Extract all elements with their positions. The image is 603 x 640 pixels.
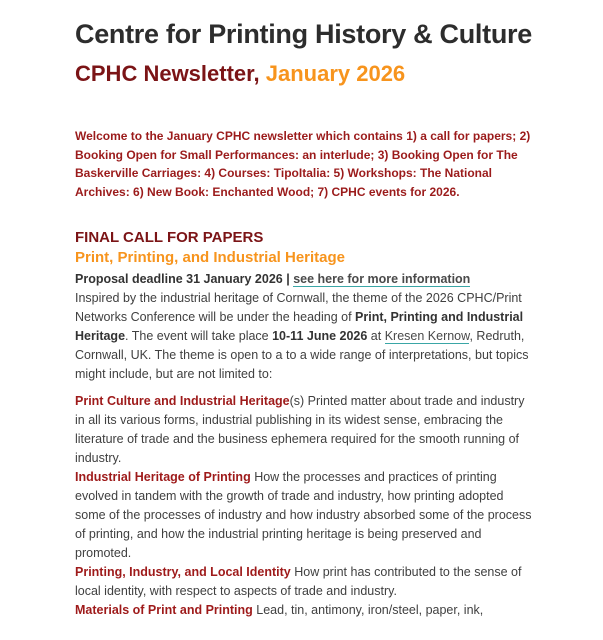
newsletter-title-prefix: CPHC Newsletter, (75, 61, 266, 86)
more-information-link[interactable]: see here for more information (293, 272, 471, 286)
cfp-body-run: Inspired by the industrial heritage of Cornwall, the theme of the 2026 CPHC/Print Networks Conference will be under the heading of (75, 291, 522, 324)
intro-paragraph: Welcome to the January CPHC newsletter which contains 1) a call for papers; 2) Booking Open for Small Performances: an interlude; 3) Booking Open for The Baskerville Carriages: 4) Courses: TipoItalia: 5) Workshops: The National Archives: 6) New Book: Enchanted Wood; 7) CPHC events for 2026. (75, 129, 531, 199)
cfp-body-run: , Redruth, Cornwall, UK. The theme is open to a to a wide range of interpretations, but topics might include, but are not limited to: (75, 329, 529, 381)
topic-text: Lead, tin, antimony, iron/steel, paper, ink, (252, 603, 484, 617)
cfp-dates-bold: 10-11 June 2026 (272, 329, 368, 343)
topic-text: (s) Printed matter about trade and industry in all its various forms, industrial publishing in its widest sense, embracing the literature of trade and the business ephemera required for the smooth running of industry. (75, 394, 525, 465)
proposal-deadline-line (75, 270, 535, 289)
newsletter-title (75, 61, 535, 87)
topic-lead: Print Culture and Industrial Heritage (75, 394, 290, 408)
cfp-body-run: . The event will take place (125, 329, 273, 343)
section-subheading-conference-theme: Print, Printing, and Industrial Heritage (75, 249, 346, 266)
topic-text: How print has contributed to the sense of local identity, with respect to aspects of trade and industry. (75, 565, 522, 598)
topic-paragraph (75, 563, 535, 601)
topic-text: How the processes and practices of printing evolved in tandem with the growth of trade and industry, how printing adopted some of the processes of industry and how industry absorbed some of the process of printing, and how the industrial printing heritage is being preserved and promoted. (75, 470, 532, 560)
section-heading-final-call-for-papers: FINAL CALL FOR PAPERS (75, 229, 264, 246)
proposal-deadline-label: Proposal deadline 31 January 2026 | (75, 272, 294, 286)
topic-lead: Industrial Heritage of Printing (75, 470, 251, 484)
topic-paragraph (75, 601, 535, 620)
cfp-body-paragraph (75, 289, 535, 384)
newsletter-issue: January 2026 (265, 61, 406, 86)
cfp-theme-bold: Print, Printing and Industrial Heritage (75, 310, 524, 343)
topic-paragraph (75, 468, 535, 563)
cfp-body-run: at (367, 329, 385, 343)
topic-lead: Materials of Print and Printing (75, 603, 253, 617)
venue-link[interactable]: Kresen Kernow (384, 329, 470, 343)
topic-paragraph (75, 392, 535, 468)
page-title: Centre for Printing History & Culture (75, 19, 532, 49)
topics-list (75, 392, 535, 620)
topic-lead: Printing, Industry, and Local Identity (75, 565, 291, 579)
